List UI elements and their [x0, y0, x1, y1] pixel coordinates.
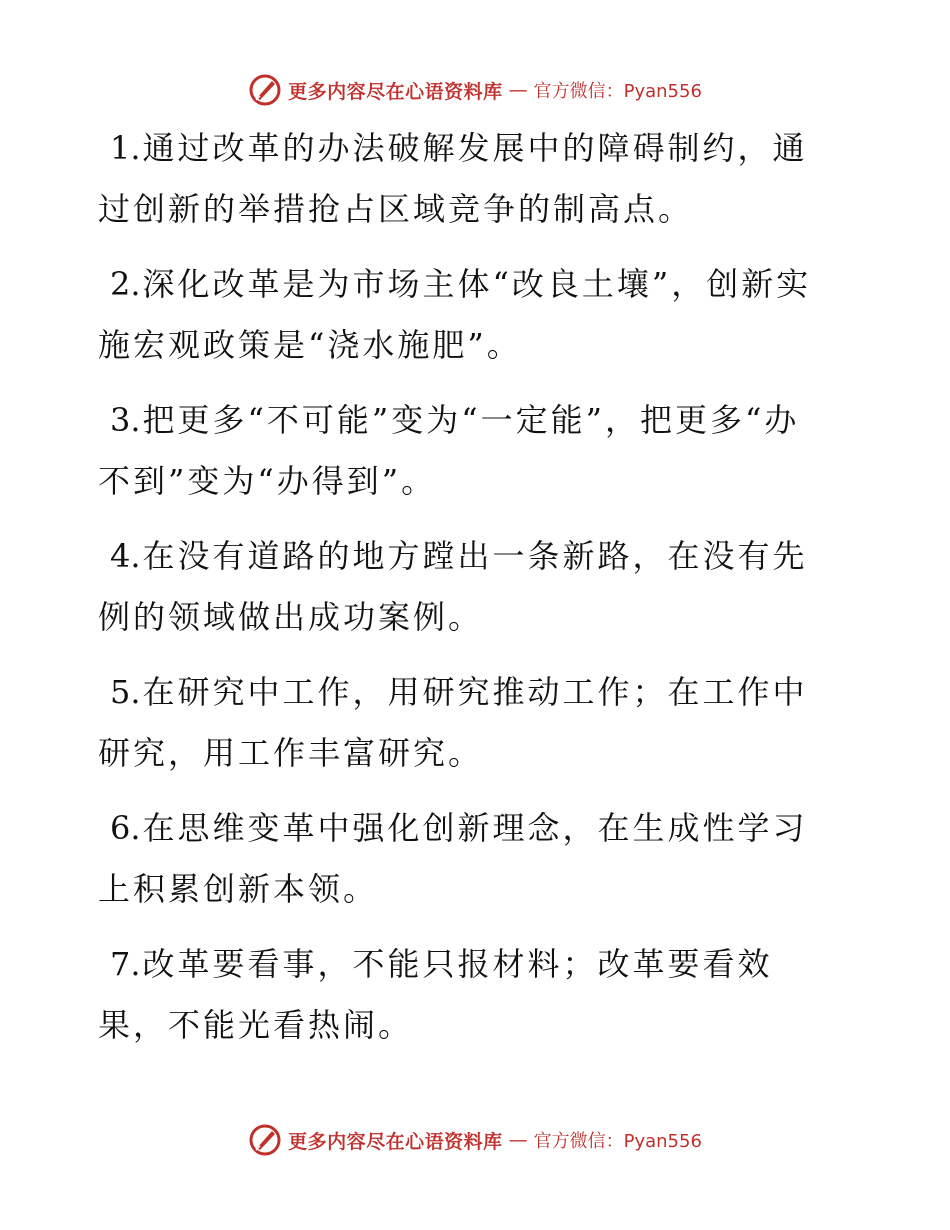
item-text: 把更多“不可能”变为“一定能”，把更多“办不到”变为“办得到”。: [98, 401, 800, 500]
item-text: 在思维变革中强化创新理念，在生成性学习上积累创新本领。: [98, 809, 808, 908]
header-contact-text: 官方微信：Pyan556: [533, 81, 702, 102]
list-item: [98, 934, 828, 1056]
footer-contact-text: 官方微信：Pyan556: [533, 1131, 702, 1152]
item-number: 3.: [110, 401, 141, 439]
item-text: 在研究中工作，用研究推动工作；在工作中研究，用工作丰富研究。: [98, 673, 808, 772]
item-number: 5.: [110, 673, 141, 711]
item-number: 4.: [110, 537, 141, 575]
item-text: 通过改革的办法破解发展中的障碍制约，通过创新的举措抢占区域竞争的制高点。: [98, 129, 808, 228]
footer-banner: [0, 1120, 950, 1160]
item-number: 1.: [110, 129, 141, 167]
item-number: 7.: [110, 945, 141, 983]
item-text: 在没有道路的地方蹚出一条新路，在没有先例的领域做出成功案例。: [98, 537, 808, 636]
header-brand-text: 更多内容尽在心语资料库: [288, 80, 503, 103]
header-banner: [0, 70, 950, 110]
list-item: [98, 526, 828, 648]
footer-brand-text: 更多内容尽在心语资料库: [288, 1130, 503, 1153]
list-item: [98, 390, 828, 512]
list-item: [98, 254, 828, 376]
list-item: [98, 118, 828, 240]
list-item: [98, 798, 828, 920]
item-text: 深化改革是为市场主体“改良土壤”，创新实施宏观政策是“浇水施肥”。: [98, 265, 812, 364]
list-item: [98, 662, 828, 784]
item-text: 改革要看事，不能只报材料；改革要看效果，不能光看热闹。: [98, 945, 773, 1044]
quill-pen-logo-icon: [248, 73, 282, 107]
footer-separator: —: [508, 1129, 528, 1151]
quill-pen-logo-icon: [248, 1123, 282, 1157]
header-separator: —: [508, 79, 528, 101]
item-number: 6.: [110, 809, 141, 847]
item-number: 2.: [110, 265, 141, 303]
document-body: [98, 118, 828, 1070]
